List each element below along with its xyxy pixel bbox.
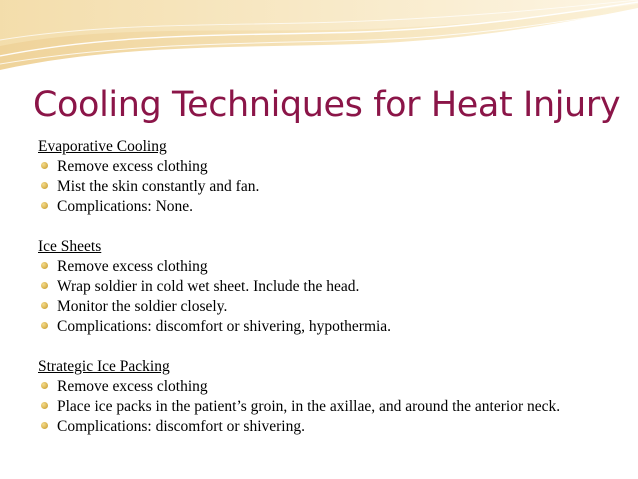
header-wave-decoration [0,0,638,72]
bullet-dot-icon [41,302,48,309]
list-item [38,297,628,317]
list-item [38,417,628,437]
bullet-list [38,157,628,217]
bullet-dot-icon [41,162,48,169]
section-evaporative-cooling [38,137,628,217]
list-item-text: Remove excess clothing [57,158,208,175]
list-item [38,277,628,297]
list-item-text: Complications: None. [57,198,194,215]
slide-content [38,137,628,457]
list-item [38,377,628,397]
list-item-text: Mist the skin constantly and fan. [57,178,260,195]
list-item-text: Complications: discomfort or shivering, hypothermia. [57,318,392,335]
list-item [38,257,628,277]
list-item-text: Remove excess clothing [57,258,208,275]
bullet-dot-icon [41,262,48,269]
list-item-text: Monitor the soldier closely. [57,298,228,315]
bullet-dot-icon [41,282,48,289]
section-heading: Ice Sheets [38,238,102,255]
section-heading: Strategic Ice Packing [38,358,170,375]
list-item-text: Wrap soldier in cold wet sheet. Include the head. [57,278,360,295]
bullet-dot-icon [41,182,48,189]
list-item-text: Remove excess clothing [57,378,208,395]
list-item [38,397,628,417]
list-item [38,317,628,337]
list-item-text: Complications: discomfort or shivering. [57,418,305,435]
bullet-dot-icon [41,382,48,389]
section-heading: Evaporative Cooling [38,138,167,155]
list-item [38,157,628,177]
bullet-dot-icon [41,202,48,209]
bullet-dot-icon [41,322,48,329]
list-item [38,177,628,197]
section-strategic-ice-packing [38,357,628,437]
bullet-list [38,257,628,337]
bullet-list [38,377,628,437]
bullet-dot-icon [41,422,48,429]
section-ice-sheets [38,237,628,337]
list-item-text: Place ice packs in the patient’s groin, in the axillae, and around the anterior neck. [57,398,561,415]
bullet-dot-icon [41,402,48,409]
list-item [38,197,628,217]
slide-title: Cooling Techniques for Heat Injury [33,85,621,125]
